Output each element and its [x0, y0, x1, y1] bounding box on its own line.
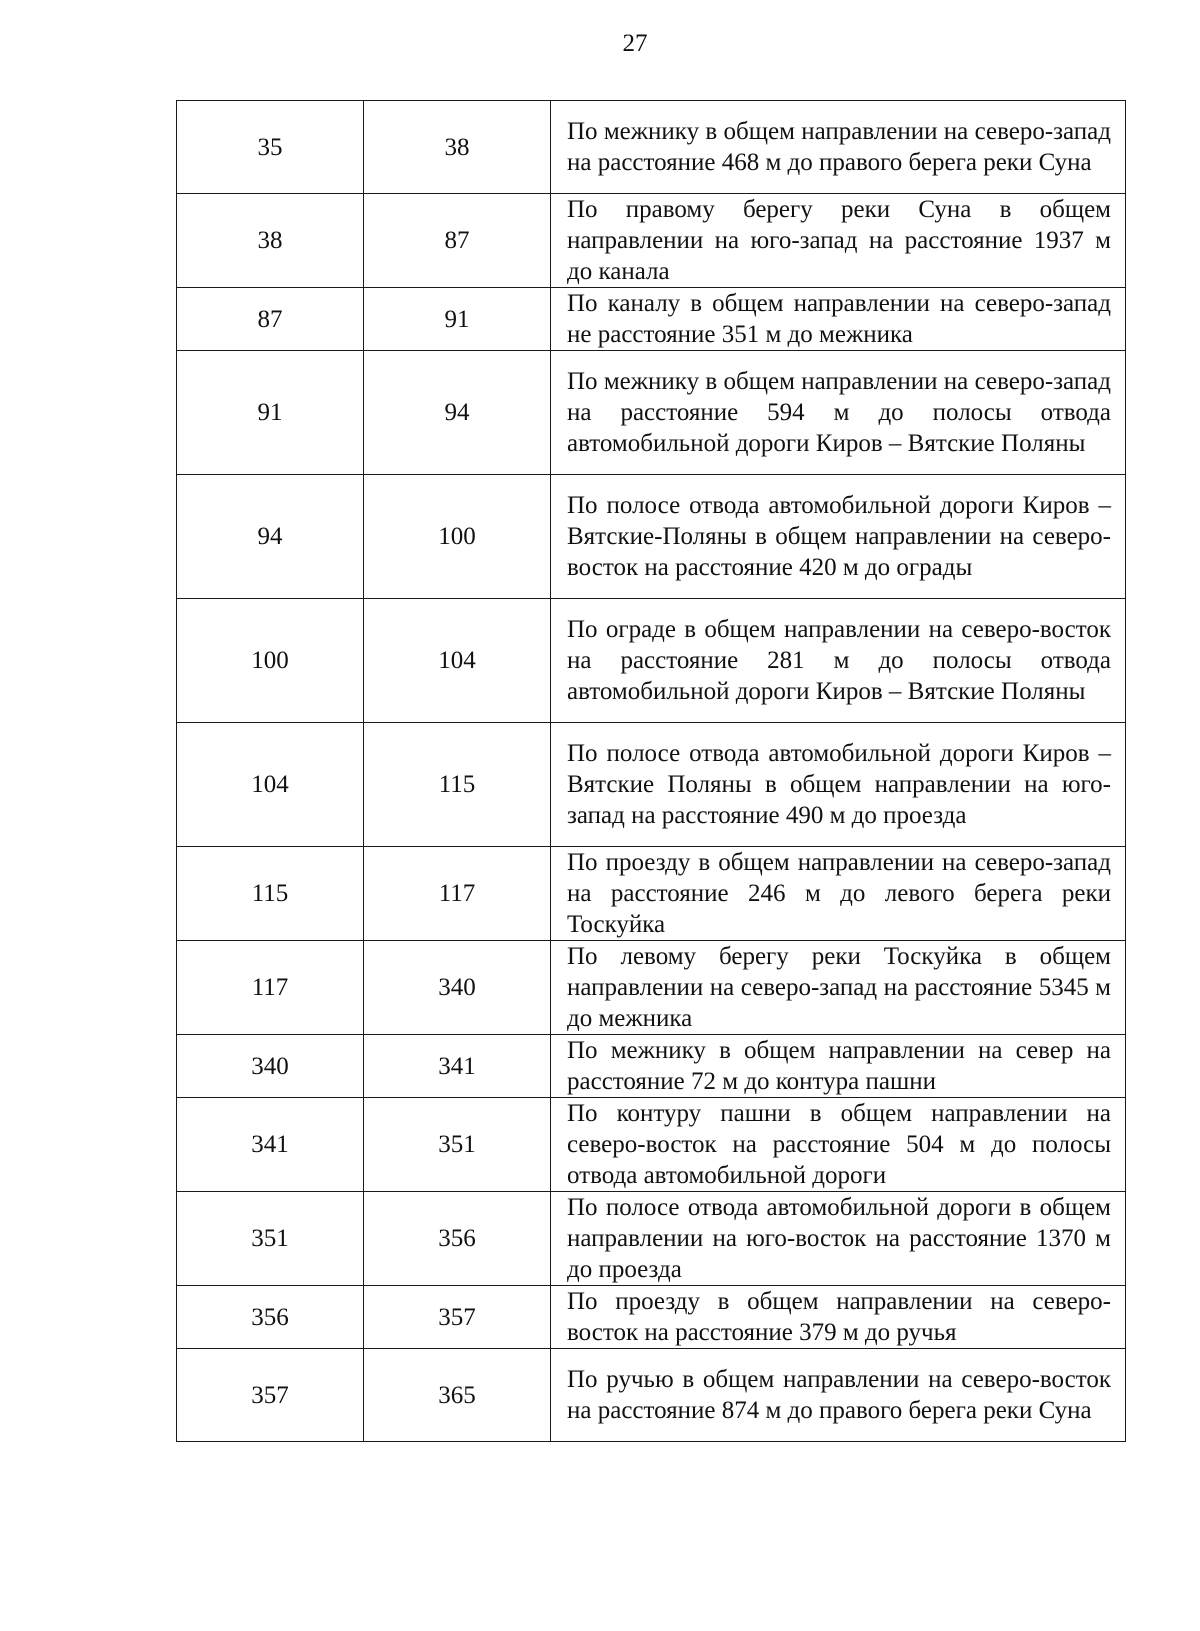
description-cell: По правому берегу реки Суна в общем направлении на юго-запад на расстояние 1937 м до канала: [551, 194, 1126, 288]
from-point-cell: 115: [177, 847, 364, 941]
from-point-cell: 340: [177, 1035, 364, 1098]
description-cell: По полосе отвода автомобильной дороги Киров – Вятские-Поляны в общем направлении на северо-восток на расстояние 420 м до ограды: [551, 475, 1126, 599]
from-point-cell: 356: [177, 1286, 364, 1349]
table-row: [177, 1192, 1126, 1286]
boundary-table-body: [177, 101, 1126, 1442]
from-point-cell: 91: [177, 351, 364, 475]
table-row: [177, 194, 1126, 288]
from-point-cell: 87: [177, 288, 364, 351]
to-point-cell: 94: [364, 351, 551, 475]
to-point-cell: 356: [364, 1192, 551, 1286]
from-point-cell: 351: [177, 1192, 364, 1286]
from-point-cell: 35: [177, 101, 364, 194]
table-row: [177, 288, 1126, 351]
to-point-cell: 117: [364, 847, 551, 941]
to-point-cell: 351: [364, 1098, 551, 1192]
description-cell: По каналу в общем направлении на северо-запад не расстояние 351 м до межника: [551, 288, 1126, 351]
table-row: [177, 1286, 1126, 1349]
from-point-cell: 100: [177, 599, 364, 723]
to-point-cell: 340: [364, 941, 551, 1035]
to-point-cell: 365: [364, 1349, 551, 1442]
description-cell: По ручью в общем направлении на северо-восток на расстояние 874 м до правого берега реки Суна: [551, 1349, 1126, 1442]
table-row: [177, 1349, 1126, 1442]
table-row: [177, 723, 1126, 847]
description-cell: По межнику в общем направлении на северо-запад на расстояние 468 м до правого берега реки Суна: [551, 101, 1126, 194]
table-row: [177, 101, 1126, 194]
description-cell: По межнику в общем направлении на север на расстояние 72 м до контура пашни: [551, 1035, 1126, 1098]
from-point-cell: 357: [177, 1349, 364, 1442]
to-point-cell: 87: [364, 194, 551, 288]
to-point-cell: 104: [364, 599, 551, 723]
description-cell: По проезду в общем направлении на северо-восток на расстояние 379 м до ручья: [551, 1286, 1126, 1349]
description-cell: По проезду в общем направлении на северо-запад на расстояние 246 м до левого берега реки Тоскуйка: [551, 847, 1126, 941]
table-row: [177, 599, 1126, 723]
to-point-cell: 115: [364, 723, 551, 847]
to-point-cell: 91: [364, 288, 551, 351]
description-cell: По межнику в общем направлении на северо-запад на расстояние 594 м до полосы отвода автомобильной дороги Киров – Вятские Поляны: [551, 351, 1126, 475]
table-row: [177, 847, 1126, 941]
to-point-cell: 100: [364, 475, 551, 599]
description-cell: По полосе отвода автомобильной дороги Киров – Вятские Поляны в общем направлении на юго-запад на расстояние 490 м до проезда: [551, 723, 1126, 847]
table-row: [177, 941, 1126, 1035]
description-cell: По ограде в общем направлении на северо-восток на расстояние 281 м до полосы отвода автомобильной дороги Киров – Вятские Поляны: [551, 599, 1126, 723]
from-point-cell: 94: [177, 475, 364, 599]
table-row: [177, 1035, 1126, 1098]
from-point-cell: 117: [177, 941, 364, 1035]
table-row: [177, 475, 1126, 599]
description-cell: По левому берегу реки Тоскуйка в общем направлении на северо-запад на расстояние 5345 м до межника: [551, 941, 1126, 1035]
page-number: 27: [622, 30, 648, 57]
description-cell: По контуру пашни в общем направлении на северо-восток на расстояние 504 м до полосы отвода автомобильной дороги: [551, 1098, 1126, 1192]
description-cell: По полосе отвода автомобильной дороги в общем направлении на юго-восток на расстояние 1370 м до проезда: [551, 1192, 1126, 1286]
to-point-cell: 38: [364, 101, 551, 194]
from-point-cell: 104: [177, 723, 364, 847]
table-row: [177, 351, 1126, 475]
from-point-cell: 341: [177, 1098, 364, 1192]
boundary-table: [176, 100, 1126, 1442]
table-row: [177, 1098, 1126, 1192]
to-point-cell: 357: [364, 1286, 551, 1349]
from-point-cell: 38: [177, 194, 364, 288]
to-point-cell: 341: [364, 1035, 551, 1098]
